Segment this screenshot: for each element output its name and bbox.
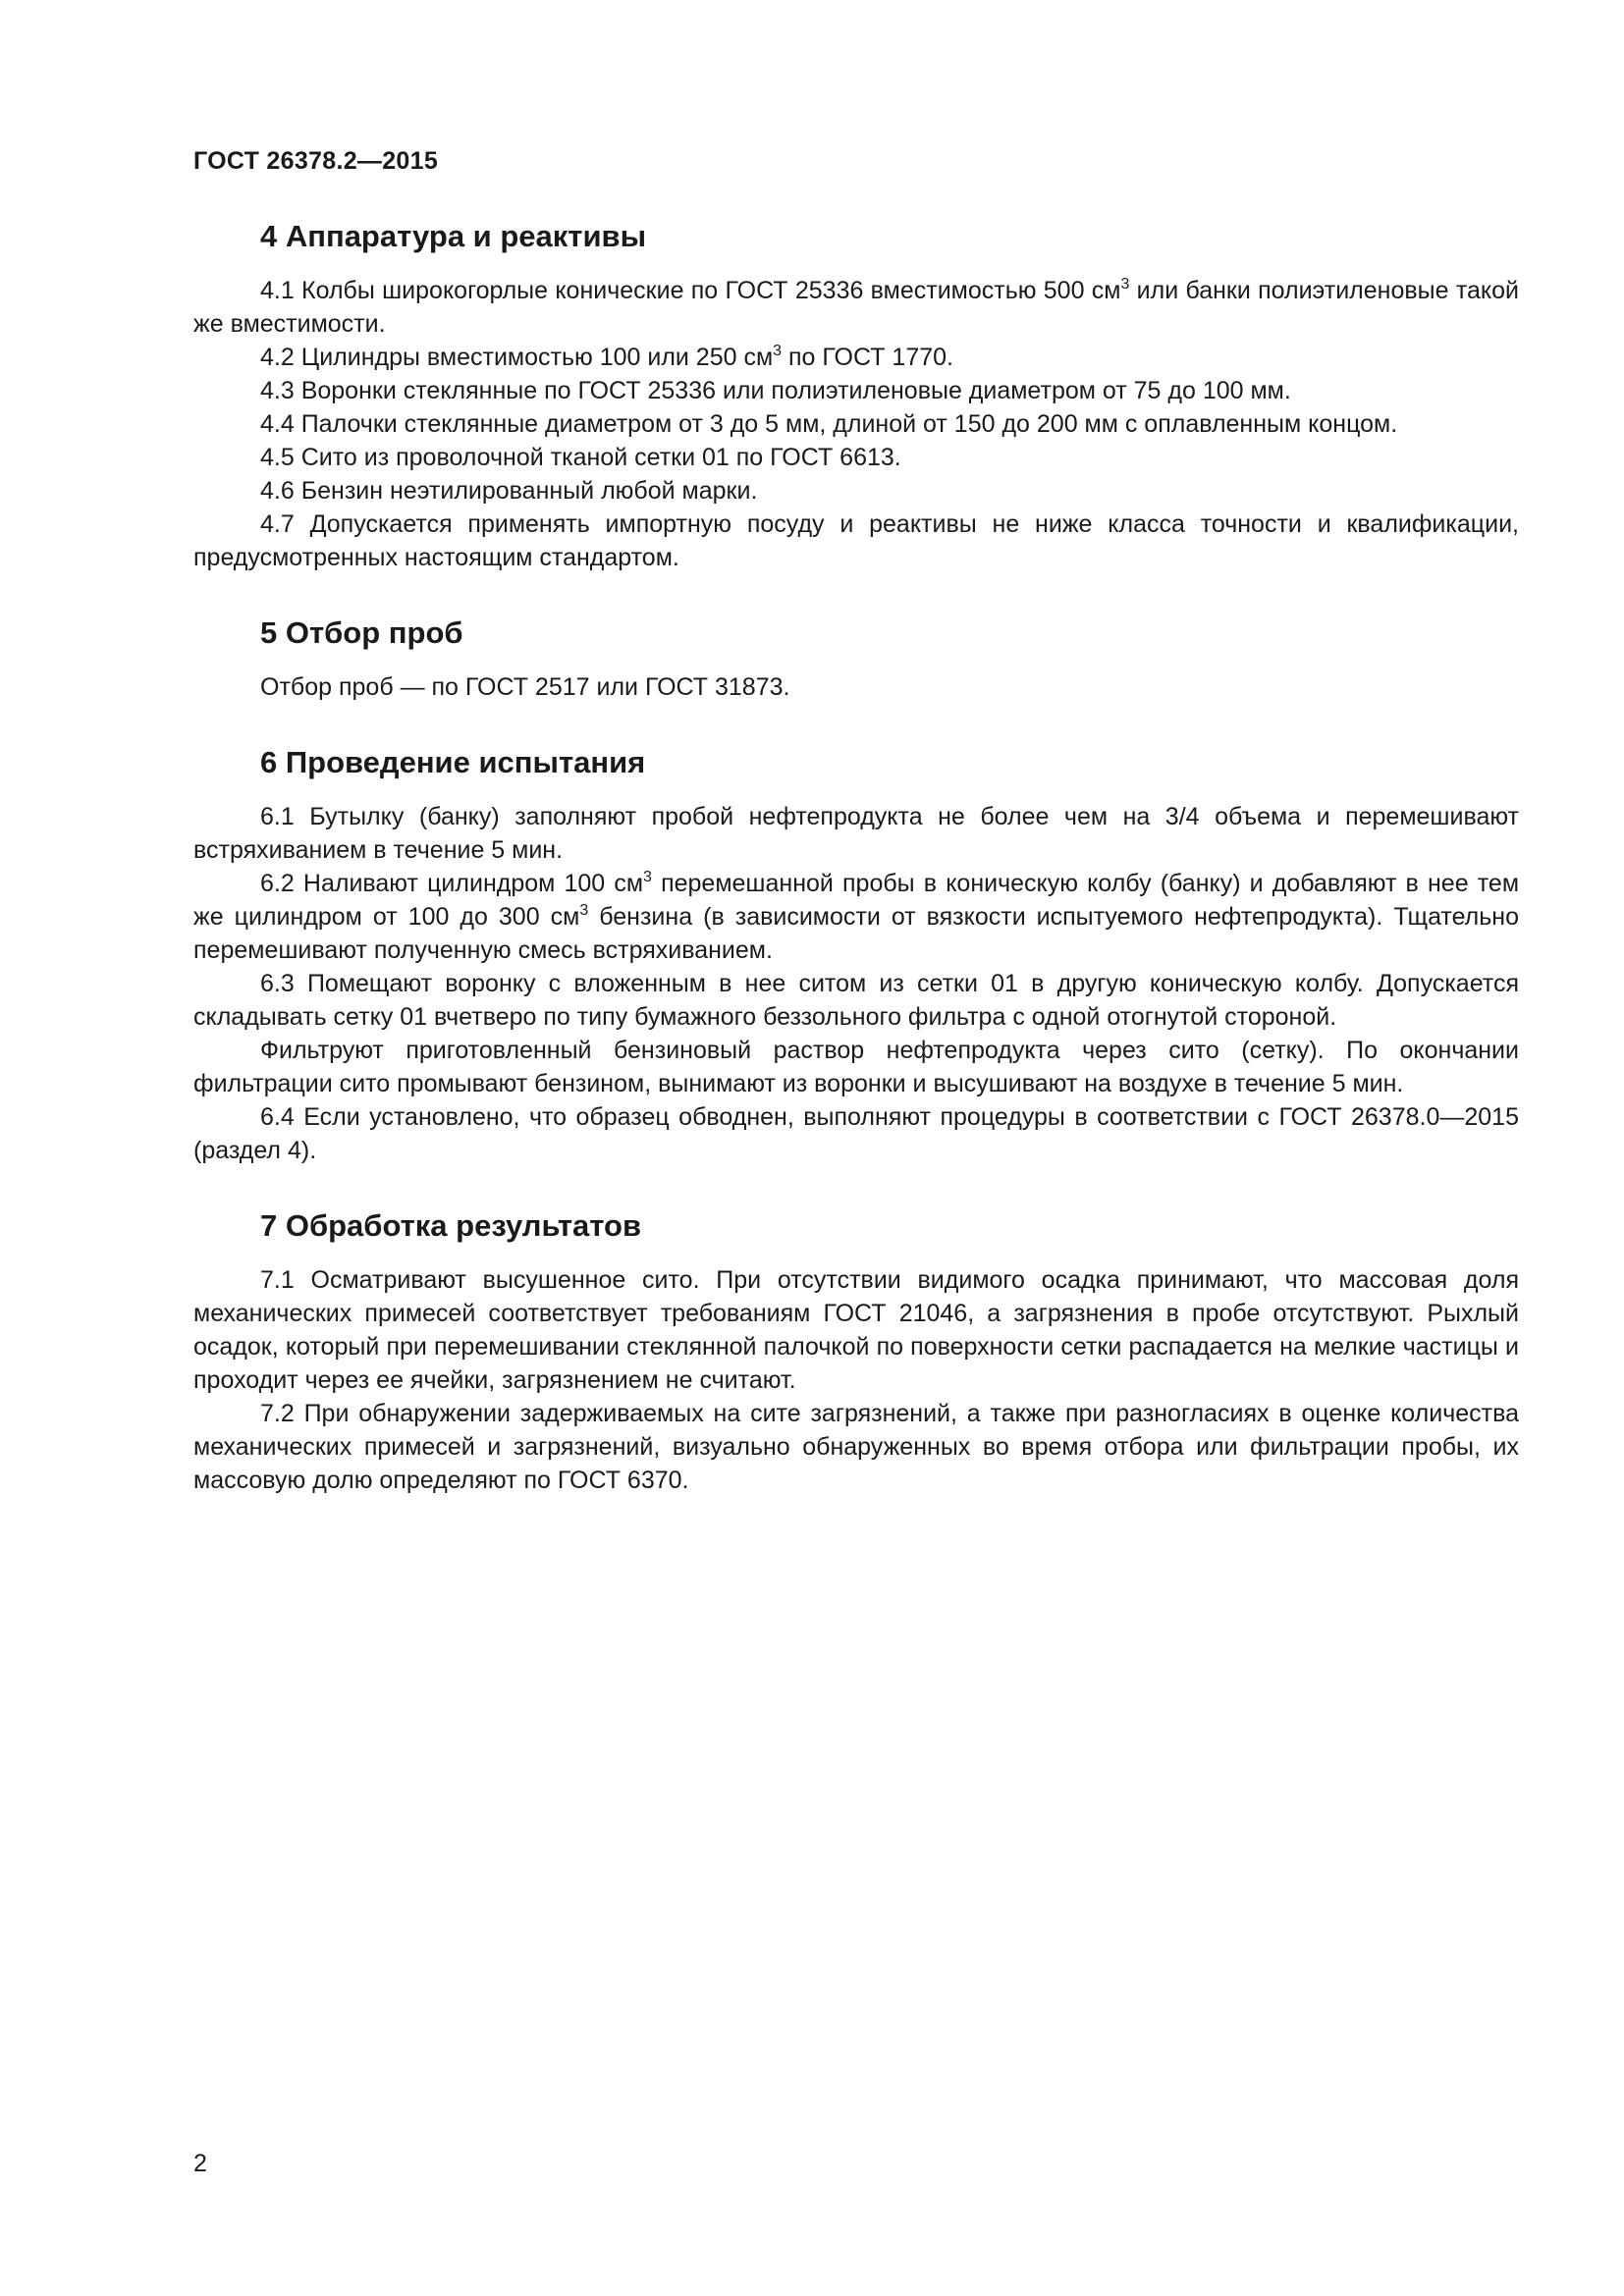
paragraph-text: Отбор проб — по ГОСТ 2517 или ГОСТ 31873. xyxy=(260,673,790,701)
paragraph-text: Фильтруют приготовленный бензиновый раствор нефтепродукта через сито (сетку). По окончании фильтрации сито промывают бензином, вынимают из воронки и высушивают на воздухе в течение 5 мин. xyxy=(193,1037,1519,1097)
paragraph xyxy=(193,441,1519,474)
paragraph-text: 6.4 Если установлено, что образец обводнен, выполняют процедуры в соответствии с ГОСТ 26378.0—2015 (раздел 4). xyxy=(193,1103,1519,1164)
paragraph-text: 4.2 Цилиндры вместимостью 100 или 250 см xyxy=(260,344,774,371)
paragraph-text: перемешанной пробы в коническую колбу (банку) и добавляют в нее тем же цилиндром от 100 до 300 см xyxy=(193,870,1520,931)
paragraph xyxy=(193,967,1519,1034)
paragraph-text: 4.6 Бензин неэтилированный любой марки. xyxy=(260,477,758,505)
paragraph-text: по ГОСТ 1770. xyxy=(782,344,953,371)
paragraph xyxy=(193,867,1519,967)
paragraph xyxy=(193,407,1519,441)
paragraph-text: 4.5 Сито из проволочной тканой сетки 01 по ГОСТ 6613. xyxy=(260,444,901,471)
paragraph-text: 6.2 Наливают цилиндром 100 см xyxy=(260,870,644,897)
section-heading: 6 Проведение испытания xyxy=(260,745,646,779)
paragraph xyxy=(193,474,1519,507)
document-body xyxy=(193,217,1519,1497)
paragraph xyxy=(193,274,1519,341)
paragraph-text: 4.7 Допускается применять импортную посуду и реактивы не ниже класса точности и квалификации, предусмотренных настоящим стандартом. xyxy=(193,510,1519,571)
paragraph-text: 4.1 Колбы широкогорлые конические по ГОСТ 25336 вместимостью 500 см xyxy=(260,277,1121,304)
paragraph xyxy=(193,670,1519,704)
paragraph-text: 7.1 Осматривают высушенное сито. При отсутствии видимого осадка принимают, что массовая доля механических примесей соответствует требованиям ГОСТ 21046, а загрязнения в пробе отсутствуют. Рыхлый осадок, который при перемешивании стеклянной палочкой по поверхности сетки распадается на мелкие частицы и проходит через ее ячейки, загрязнением не считают. xyxy=(193,1266,1519,1394)
paragraph-text: 6.1 Бутылку (банку) заполняют пробой нефтепродукта не более чем на 3/4 объема и перемешивают встряхиванием в течение 5 мин. xyxy=(193,803,1519,864)
paragraph xyxy=(193,800,1519,867)
paragraph xyxy=(193,341,1519,374)
section xyxy=(193,217,1519,574)
paragraph-text: или банки полиэтиленовые такой же вместимости. xyxy=(193,277,1519,338)
section-heading: 7 Обработка результатов xyxy=(260,1208,642,1243)
paragraph-text: 4.4 Палочки стеклянные диаметром от 3 до 5 мм, длиной от 150 до 200 мм с оплавленным концом. xyxy=(260,410,1398,438)
paragraph xyxy=(193,1100,1519,1167)
superscript: 3 xyxy=(773,343,783,359)
superscript: 3 xyxy=(1120,276,1130,293)
paragraph xyxy=(193,1263,1519,1397)
section-heading: 4 Аппаратура и реактивы xyxy=(260,219,647,253)
paragraph-text: 7.2 При обнаружении задерживаемых на сите загрязнений, а также при разногласиях в оценке количества механических примесей и загрязнений, визуально обнаруженных во время отбора или фильтрации пробы, их массовую долю определяют по ГОСТ 6370. xyxy=(193,1400,1519,1494)
section xyxy=(193,1206,1519,1497)
superscript: 3 xyxy=(643,869,652,885)
paragraph xyxy=(193,507,1519,574)
section xyxy=(193,614,1519,704)
paragraph xyxy=(193,1397,1519,1497)
paragraph xyxy=(193,374,1519,407)
document-page xyxy=(193,147,1519,1536)
page-number: 2 xyxy=(193,2150,207,2177)
paragraph xyxy=(193,1034,1519,1100)
section xyxy=(193,743,1519,1167)
section-heading: 5 Отбор проб xyxy=(260,615,463,650)
paragraph-text: 6.3 Помещают воронку с вложенным в нее ситом из сетки 01 в другую коническую колбу. Допускается складывать сетку 01 вчетверо по типу бумажного беззольного фильтра с одной отогнутой стороной. xyxy=(193,970,1519,1031)
paragraph-text: бензина (в зависимости от вязкости испытуемого нефтепродукта). Тщательно перемешивают полученную смесь встряхиванием. xyxy=(193,903,1519,964)
paragraph-text: 4.3 Воронки стеклянные по ГОСТ 25336 или полиэтиленовые диаметром от 75 до 100 мм. xyxy=(260,377,1291,404)
superscript: 3 xyxy=(579,902,589,919)
document-code: ГОСТ 26378.2—2015 xyxy=(193,147,439,175)
